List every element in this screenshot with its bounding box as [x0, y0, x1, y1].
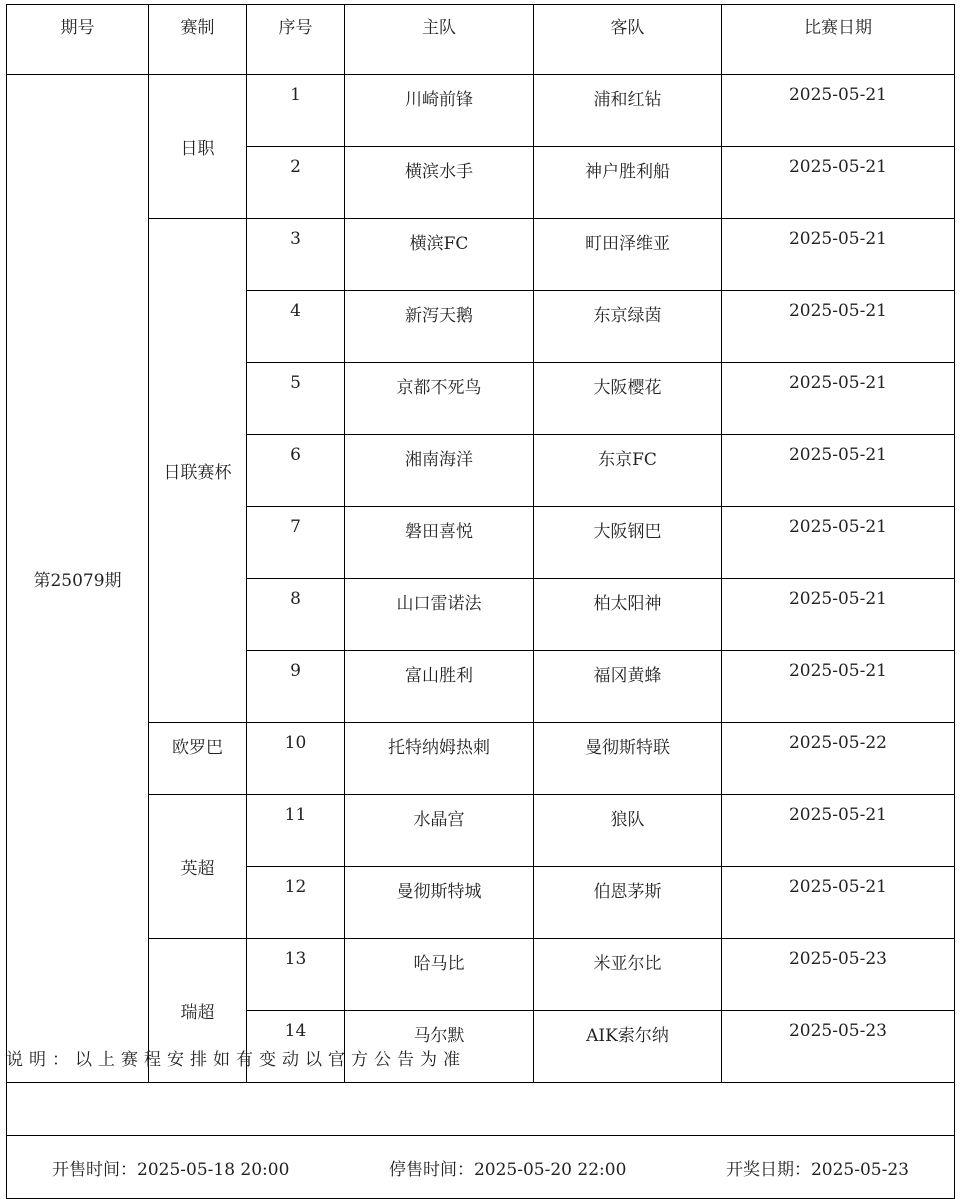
blank-row [7, 1083, 955, 1136]
cutoff-note [0, 1043, 961, 1070]
date-cell: 2025-05-21 [722, 219, 955, 291]
home-team-cell: 湘南海洋 [345, 435, 534, 507]
home-team-cell: 哈马比 [345, 939, 534, 1011]
number-cell: 6 [247, 435, 345, 507]
header-home-team: 主队 [345, 5, 534, 75]
home-team-cell: 新泻天鹅 [345, 291, 534, 363]
away-team-cell: 福冈黄蜂 [534, 651, 722, 723]
away-team-cell: 大阪钢巴 [534, 507, 722, 579]
date-cell: 2025-05-21 [722, 867, 955, 939]
date-cell: 2025-05-23 [722, 1011, 955, 1083]
blank-cell [7, 1083, 955, 1136]
date-cell: 2025-05-21 [722, 651, 955, 723]
match-schedule-table [6, 4, 955, 1199]
home-team-cell: 川崎前锋 [345, 75, 534, 147]
number-cell: 9 [247, 651, 345, 723]
number-cell: 11 [247, 795, 345, 867]
date-cell: 2025-05-21 [722, 363, 955, 435]
sale-stop-time: 停售时间：2025-05-20 22:00 [388, 1159, 627, 1180]
away-team-cell: 米亚尔比 [534, 939, 722, 1011]
away-team-cell: 狼队 [534, 795, 722, 867]
home-team-cell: 山口雷诺法 [345, 579, 534, 651]
date-cell: 2025-05-21 [722, 507, 955, 579]
header-number: 序号 [247, 5, 345, 75]
header-away-team: 客队 [534, 5, 722, 75]
date-cell: 2025-05-23 [722, 939, 955, 1011]
date-cell: 2025-05-21 [722, 291, 955, 363]
league-cell: 瑞超 [149, 939, 247, 1083]
number-cell: 3 [247, 219, 345, 291]
home-team-cell: 横滨FC [345, 219, 534, 291]
number-cell: 5 [247, 363, 345, 435]
league-cell: 欧罗巴 [149, 723, 247, 795]
home-team-cell: 富山胜利 [345, 651, 534, 723]
table-row [7, 723, 955, 795]
home-team-cell: 京都不死鸟 [345, 363, 534, 435]
away-team-cell: 浦和红钻 [534, 75, 722, 147]
header-match-date: 比赛日期 [722, 5, 955, 75]
sale-info [7, 1155, 954, 1180]
home-team-cell: 横滨水手 [345, 147, 534, 219]
home-team-cell: 托特纳姆热刺 [345, 723, 534, 795]
away-team-cell: 伯恩茅斯 [534, 867, 722, 939]
away-team-cell: 大阪樱花 [534, 363, 722, 435]
header-league: 赛制 [149, 5, 247, 75]
away-team-cell: 町田泽维亚 [534, 219, 722, 291]
date-cell: 2025-05-21 [722, 75, 955, 147]
number-cell: 14 [247, 1011, 345, 1083]
draw-date: 开奖日期：2025-05-23 [725, 1159, 909, 1180]
sale-info-row [7, 1136, 955, 1199]
number-cell: 10 [247, 723, 345, 795]
date-cell: 2025-05-22 [722, 723, 955, 795]
home-team-cell: 磐田喜悦 [345, 507, 534, 579]
table-row [7, 939, 955, 1011]
away-team-cell: AIK索尔纳 [534, 1011, 722, 1083]
away-team-cell: 东京FC [534, 435, 722, 507]
home-team-cell: 曼彻斯特城 [345, 867, 534, 939]
table-row [7, 75, 955, 147]
away-team-cell: 曼彻斯特联 [534, 723, 722, 795]
home-team-cell: 马尔默 [345, 1011, 534, 1083]
number-cell: 12 [247, 867, 345, 939]
table-header-row [7, 5, 955, 75]
number-cell: 2 [247, 147, 345, 219]
number-cell: 13 [247, 939, 345, 1011]
home-team-cell: 水晶宫 [345, 795, 534, 867]
league-cell: 日职 [149, 75, 247, 219]
number-cell: 4 [247, 291, 345, 363]
issue-cell: 第25079期 [7, 75, 149, 1083]
date-cell: 2025-05-21 [722, 147, 955, 219]
date-cell: 2025-05-21 [722, 435, 955, 507]
date-cell: 2025-05-21 [722, 579, 955, 651]
league-cell: 日联赛杯 [149, 219, 247, 723]
away-team-cell: 神户胜利船 [534, 147, 722, 219]
away-team-cell: 柏太阳神 [534, 579, 722, 651]
sale-info-cell [7, 1136, 955, 1199]
away-team-cell: 东京绿茵 [534, 291, 722, 363]
table-row [7, 795, 955, 867]
cutoff-note-text: 说明：以上赛程安排如有变动以官方公告为准 [6, 1050, 466, 1070]
table-row [7, 219, 955, 291]
sale-start-time: 开售时间：2025-05-18 20:00 [52, 1159, 290, 1180]
date-cell: 2025-05-21 [722, 795, 955, 867]
league-cell: 英超 [149, 795, 247, 939]
header-issue: 期号 [7, 5, 149, 75]
number-cell: 7 [247, 507, 345, 579]
number-cell: 1 [247, 75, 345, 147]
number-cell: 8 [247, 579, 345, 651]
